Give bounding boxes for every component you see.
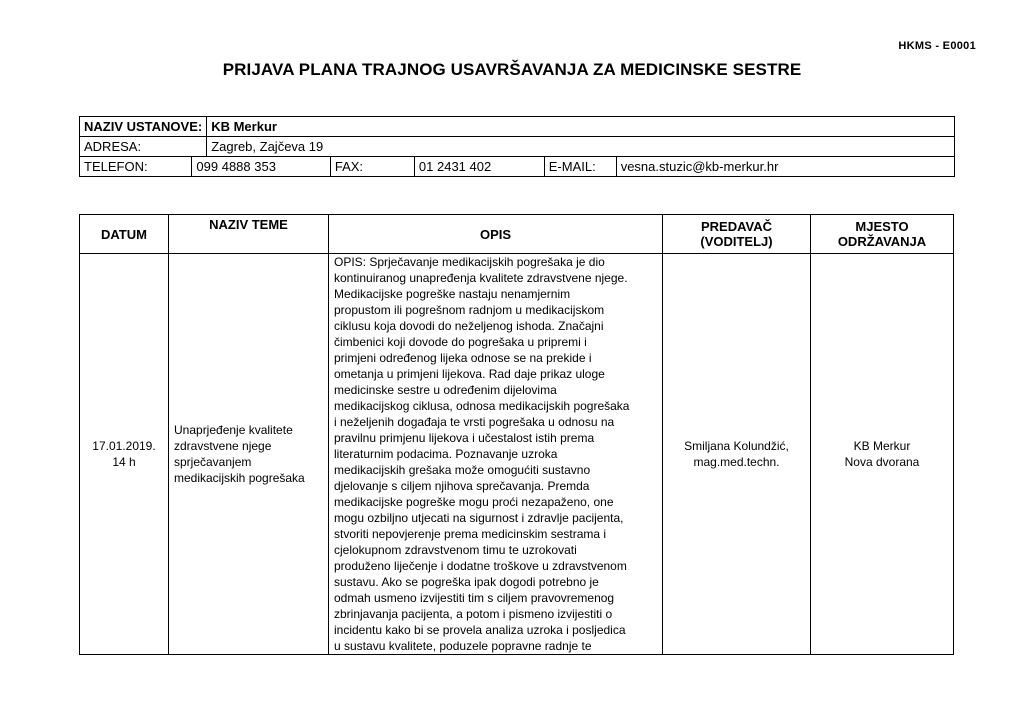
header-lecturer-line1: PREDAVAČ bbox=[700, 219, 773, 234]
description-line: sustavu. Ako se pogreška ipak dogodi potrebno je bbox=[334, 575, 599, 589]
description-line: u sustavu kvalitete, poduzele popravne radnje te bbox=[334, 639, 592, 653]
topic-line: sprječavanjem bbox=[174, 455, 252, 469]
description-line: medikacijske pogreške mogu proći nezapaženo, one bbox=[334, 495, 614, 509]
description-line: literaturnim podacima. Poznavanje uzroka bbox=[334, 447, 558, 461]
description-line: primjeni određenog lijeka odnose se na prekide i bbox=[334, 351, 592, 365]
description-line: incidentu kako bi se provela analiza uzroka i posljedica bbox=[334, 623, 626, 637]
topic-line: medikacijskih pogrešaka bbox=[174, 471, 305, 485]
description-line: i neželjenih događaja te vrsti pogrešaka u odnosu na bbox=[334, 415, 615, 429]
header-location bbox=[811, 215, 954, 254]
description-line: OPIS: Sprječavanje medikacijskih pogrešaka je dio bbox=[334, 255, 605, 269]
education-plan-table bbox=[79, 214, 954, 655]
description-line: medikacijskih grešaka može omogućiti sustavno bbox=[334, 463, 591, 477]
description-line: ometanja u primjeni lijekova. Rad daje prikaz uloge bbox=[334, 367, 605, 381]
header-lecturer bbox=[663, 215, 811, 254]
header-topic: NAZIV TEME bbox=[169, 215, 329, 254]
header-location-line2: ODRŽAVANJA bbox=[837, 234, 927, 249]
location-room: Nova dvorana bbox=[844, 455, 920, 469]
time-value: 14 h bbox=[112, 455, 136, 469]
institution-name-value: KB Merkur bbox=[207, 117, 955, 137]
description-line: odmah usmeno izvijestiti tim s ciljem pravovremenog bbox=[334, 591, 615, 605]
description-line: propustom ili pogrešnom radnjom u medikacijskom bbox=[334, 303, 605, 317]
topic-line: Unaprjeđenje kvalitete bbox=[174, 423, 293, 437]
header-location-line1: MJESTO bbox=[855, 219, 909, 234]
description-line: medicinske sestre u određenim dijelovima bbox=[334, 383, 557, 397]
email-label: E-MAIL: bbox=[544, 157, 616, 177]
description-line: čimbenici koji dovode do pogrešaka u pripremi i bbox=[334, 335, 587, 349]
cell-date bbox=[80, 254, 169, 655]
address-row bbox=[80, 137, 955, 157]
contact-row bbox=[80, 157, 955, 177]
description-line: Medikacijske pogreške nastaju nenamjernim bbox=[334, 287, 571, 301]
institution-info-table bbox=[79, 116, 955, 177]
header-date: DATUM bbox=[80, 215, 169, 254]
fax-label: FAX: bbox=[330, 157, 414, 177]
description-line: stvoriti nepovjerenje prema medicinskim sestrama i bbox=[334, 527, 607, 541]
description-line: medikacijskog ciklusa, odnosa medikacijskih pogrešaka bbox=[334, 399, 630, 413]
address-label: ADRESA: bbox=[80, 137, 207, 157]
cell-description bbox=[329, 254, 663, 655]
phone-label: TELEFON: bbox=[80, 157, 192, 177]
cell-lecturer bbox=[663, 254, 811, 655]
lecturer-name: Smiljana Kolundžić, bbox=[684, 439, 789, 453]
description-line: produženo liječenje i dodatne troškove u zdravstvenom bbox=[334, 559, 627, 573]
fax-value: 01 2431 402 bbox=[414, 157, 544, 177]
phone-value: 099 4888 353 bbox=[192, 157, 330, 177]
description-line: djelovanje s ciljem njihova sprečavanja. Premda bbox=[334, 479, 590, 493]
plan-header-row bbox=[80, 215, 954, 254]
institution-name-label: NAZIV USTANOVE: bbox=[80, 117, 207, 137]
description-line: mogu ozbiljno utjecati na sigurnost i zdravlje pacijenta, bbox=[334, 511, 624, 525]
email-value: vesna.stuzic@kb-merkur.hr bbox=[616, 157, 954, 177]
topic-line: zdravstvene njege bbox=[174, 439, 272, 453]
description-line: pravilnu primjenu lijekova i učestalost istih prema bbox=[334, 431, 595, 445]
cell-topic bbox=[169, 254, 329, 655]
date-value: 17.01.2019. bbox=[92, 439, 156, 453]
address-value: Zagreb, Zajčeva 19 bbox=[207, 137, 955, 157]
lecturer-title: mag.med.techn. bbox=[693, 455, 780, 469]
institution-name-row bbox=[80, 117, 955, 137]
location-name: KB Merkur bbox=[853, 439, 911, 453]
page-title: PRIJAVA PLANA TRAJNOG USAVRŠAVANJA ZA MEDICINSKE SESTRE bbox=[222, 60, 802, 79]
plan-row bbox=[80, 254, 954, 655]
header-lecturer-line2: (VODITELJ) bbox=[700, 234, 773, 249]
header-description: OPIS bbox=[329, 215, 663, 254]
description-line: kontinuiranog unapređenja kvalitete zdravstvene njege. bbox=[334, 271, 628, 285]
document-code: HKMS - E0001 bbox=[898, 40, 976, 52]
description-line: ciklusu koja dovodi do neželjenog ishoda. Značajni bbox=[334, 319, 604, 333]
description-line: cjelokupnom zdravstvenom timu te uzrokovati bbox=[334, 543, 577, 557]
description-line: zbrinjavanja pacijenta, a potom i pismeno izvijestiti o bbox=[334, 607, 613, 621]
cell-location bbox=[811, 254, 954, 655]
